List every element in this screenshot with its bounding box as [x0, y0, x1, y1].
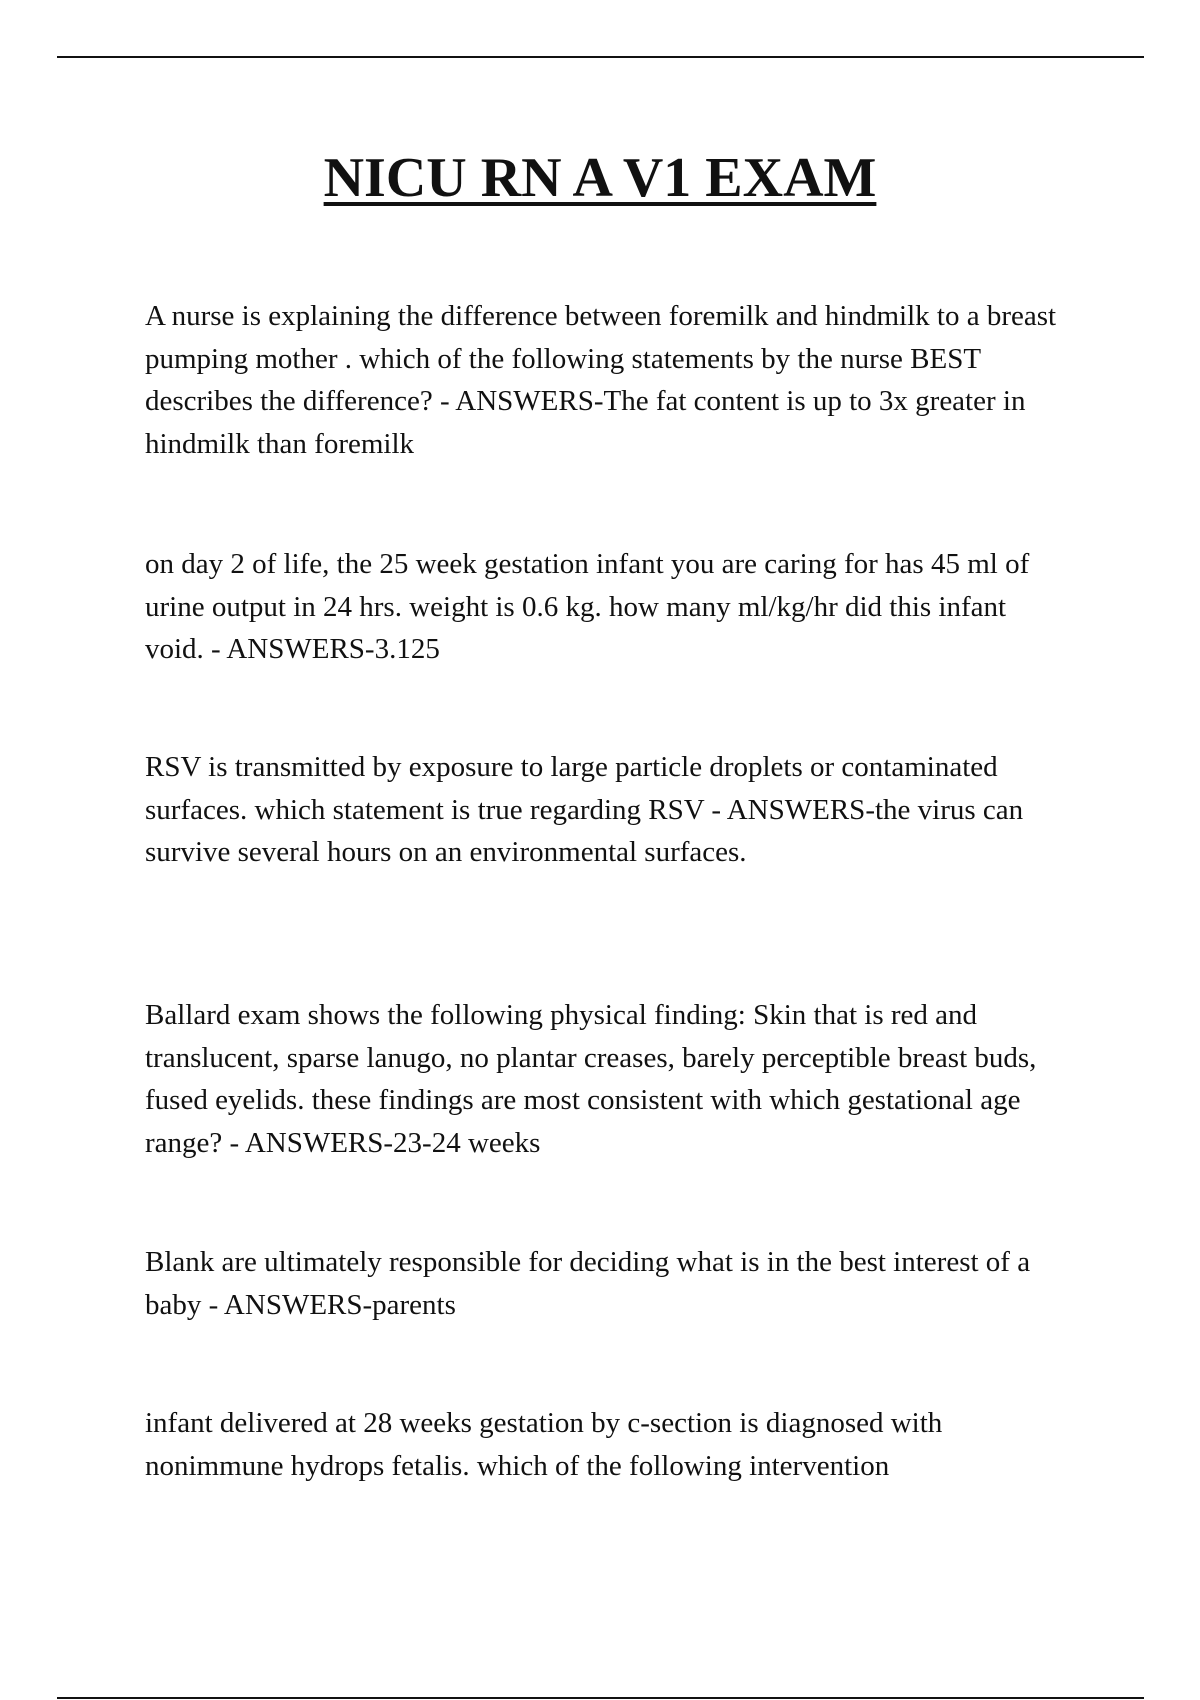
qa-entry: A nurse is explaining the difference between foremilk and hindmilk to a breast pumping mother . which of the following statements by the nurse BEST describes the difference? - ANSWERS-The fat content is up to 3x greater in hindmilk than foremilk — [145, 300, 1057, 460]
bottom-divider — [57, 1697, 1144, 1699]
qa-entry: Blank are ultimately responsible for deciding what is in the best interest of a baby - ANSWERS-parents — [145, 1246, 1031, 1321]
page-title — [0, 147, 1200, 209]
qa-entry: Ballard exam shows the following physical finding: Skin that is red and translucent, sparse lanugo, no plantar creases, barely perceptible breast buds, fused eyelids. these findings are most consistent with which gestational age range? - ANSWERS-23-24 weeks — [145, 999, 1037, 1159]
page-title-text: NICU RN A V1 EXAM — [323, 147, 877, 209]
qa-entry: infant delivered at 28 weeks gestation by c-section is diagnosed with nonimmune hydrops fetalis. which of the following intervention — [145, 1407, 943, 1482]
top-divider — [57, 56, 1144, 58]
qa-entry: RSV is transmitted by exposure to large particle droplets or contaminated surfaces. which statement is true regarding RSV - ANSWERS-the virus can survive several hours on an environmental surfaces. — [145, 751, 1024, 868]
qa-entry: on day 2 of life, the 25 week gestation infant you are caring for has 45 ml of urine output in 24 hrs. weight is 0.6 kg. how many ml/kg/hr did this infant void. - ANSWERS-3.125 — [145, 548, 1030, 665]
